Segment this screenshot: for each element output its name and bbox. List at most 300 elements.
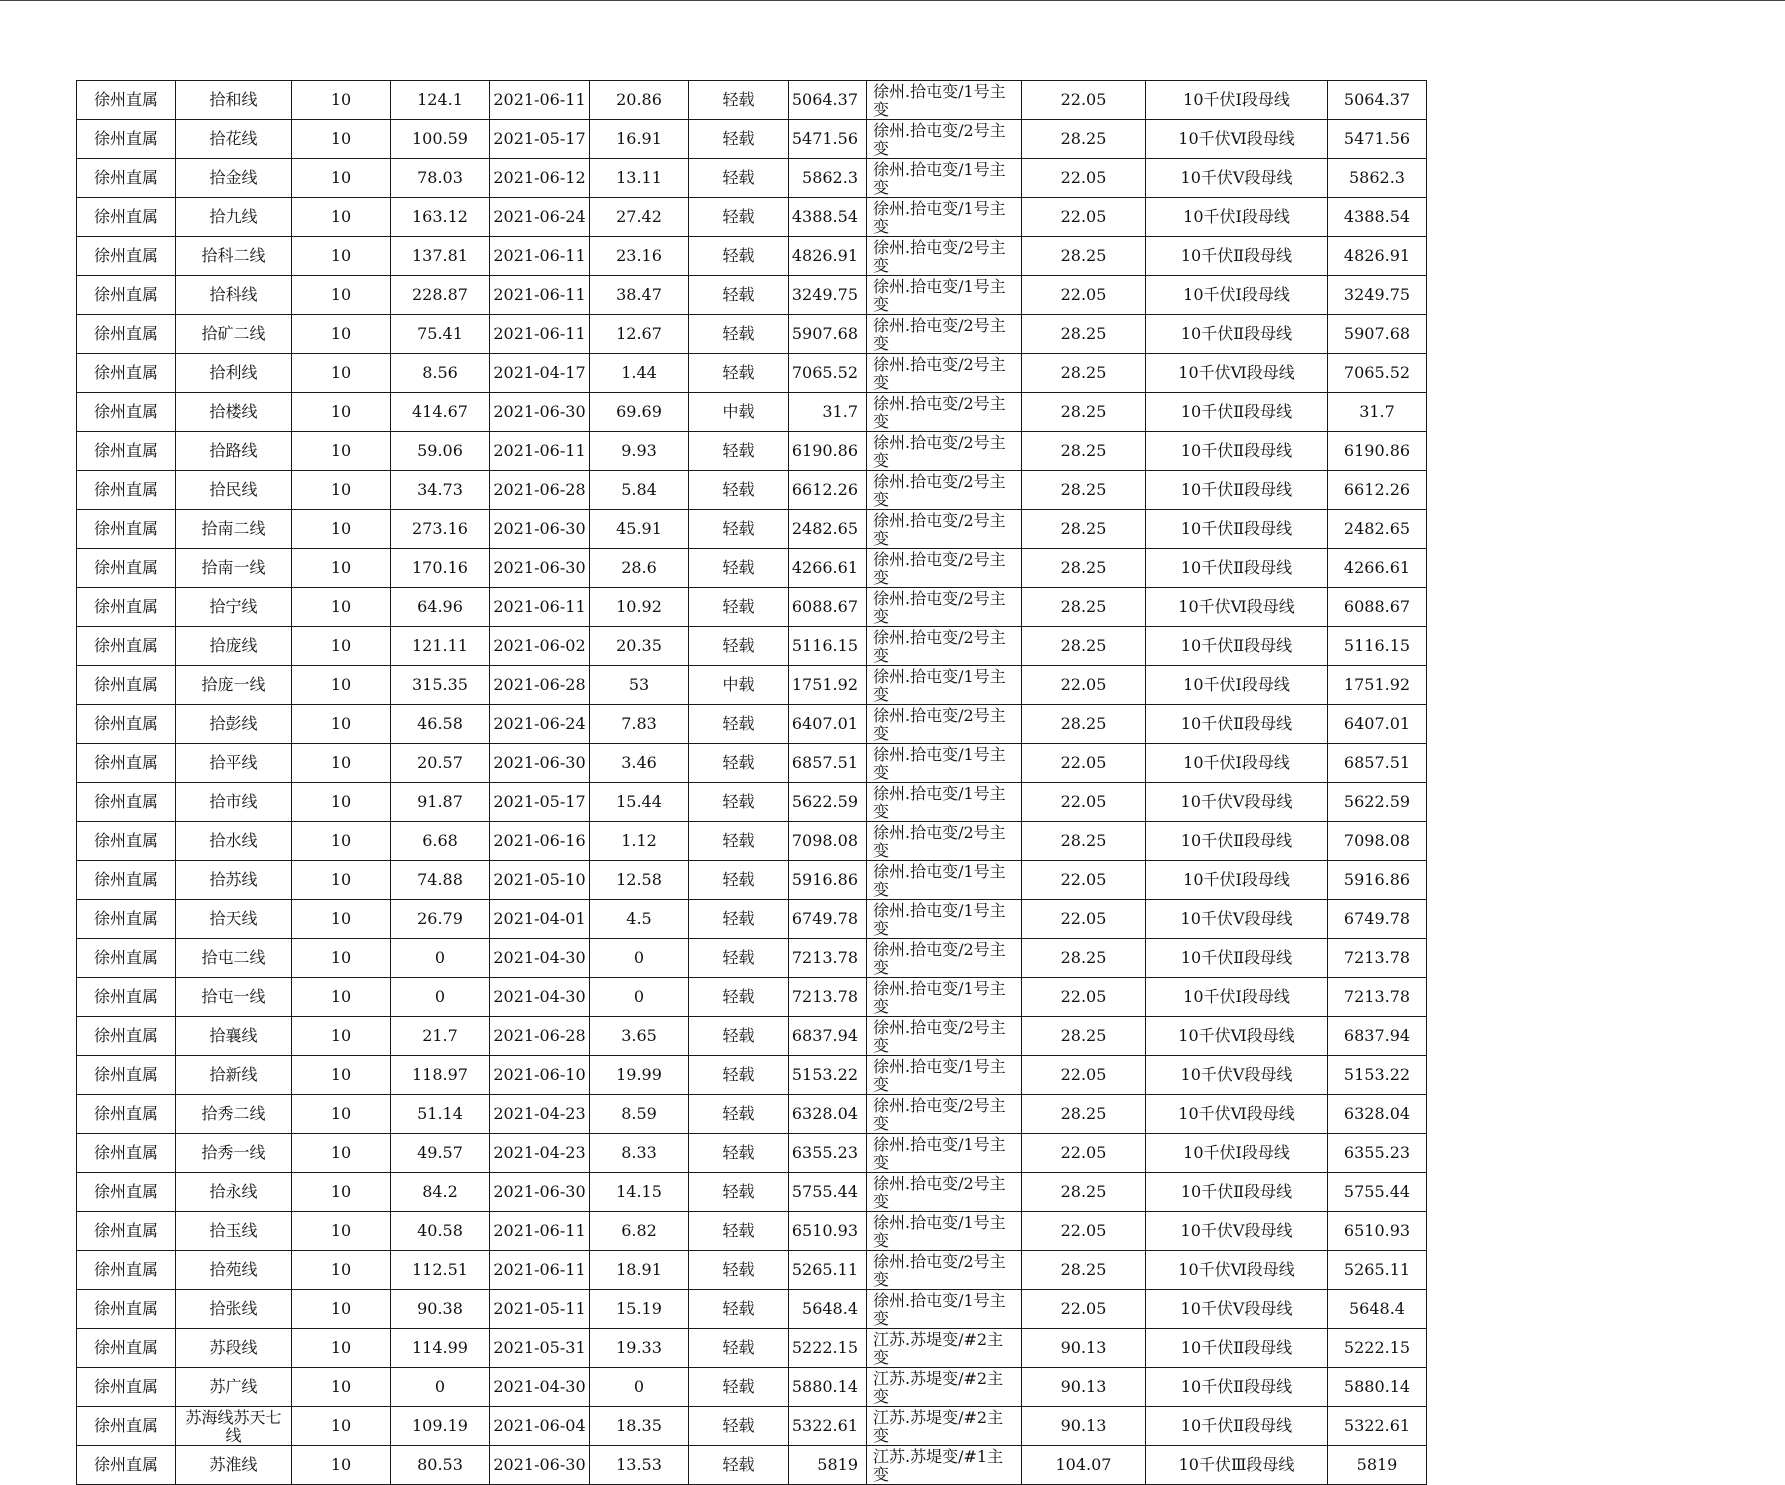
voltage-cell: 10 — [292, 120, 391, 159]
open-capacity-cell: 7213.78 — [789, 939, 867, 978]
load-rate-cell: 9.93 — [590, 432, 689, 471]
load-cell: 414.67 — [391, 393, 490, 432]
line-name-cell: 拾科二线 — [176, 237, 292, 276]
busbar-cell: 10千伏Ⅱ段母线 — [1146, 705, 1328, 744]
transformer-capacity-cell: 28.25 — [1022, 1251, 1146, 1290]
unit-cell: 徐州直属 — [77, 744, 176, 783]
voltage-cell: 10 — [292, 1017, 391, 1056]
voltage-cell: 10 — [292, 666, 391, 705]
substation-cell: 徐州.拾屯变/1号主变 — [867, 666, 1022, 705]
voltage-cell: 10 — [292, 315, 391, 354]
unit-cell: 徐州直属 — [77, 1095, 176, 1134]
open-capacity-cell: 4266.61 — [789, 549, 867, 588]
load-rate-cell: 14.15 — [590, 1173, 689, 1212]
open-capacity-cell: 2482.65 — [789, 510, 867, 549]
table-row — [77, 354, 1427, 393]
remaining-capacity-cell: 6407.01 — [1328, 705, 1427, 744]
open-capacity-cell: 5755.44 — [789, 1173, 867, 1212]
transformer-capacity-cell: 28.25 — [1022, 549, 1146, 588]
substation-cell: 徐州.拾屯变/1号主变 — [867, 900, 1022, 939]
load-cell: 109.19 — [391, 1407, 490, 1446]
table-row — [77, 432, 1427, 471]
voltage-cell: 10 — [292, 393, 391, 432]
line-name-cell: 拾秀二线 — [176, 1095, 292, 1134]
transformer-capacity-cell: 28.25 — [1022, 1173, 1146, 1212]
load-cell: 112.51 — [391, 1251, 490, 1290]
substation-cell: 徐州.拾屯变/2号主变 — [867, 432, 1022, 471]
date-cell: 2021-04-23 — [490, 1095, 590, 1134]
substation-cell: 徐州.拾屯变/2号主变 — [867, 822, 1022, 861]
feeder-capacity-table — [76, 80, 1427, 1485]
open-capacity-cell: 6190.86 — [789, 432, 867, 471]
remaining-capacity-cell: 5880.14 — [1328, 1368, 1427, 1407]
open-capacity-cell: 5862.3 — [789, 159, 867, 198]
unit-cell: 徐州直属 — [77, 900, 176, 939]
load-status-cell: 轻载 — [689, 549, 789, 588]
table-row — [77, 81, 1427, 120]
voltage-cell: 10 — [292, 471, 391, 510]
load-status-cell: 轻载 — [689, 744, 789, 783]
line-name-cell: 拾楼线 — [176, 393, 292, 432]
open-capacity-cell: 5819 — [789, 1446, 867, 1485]
transformer-capacity-cell: 22.05 — [1022, 276, 1146, 315]
load-cell: 100.59 — [391, 120, 490, 159]
table-row — [77, 1290, 1427, 1329]
voltage-cell: 10 — [292, 783, 391, 822]
table-row — [77, 939, 1427, 978]
busbar-cell: 10千伏Ⅱ段母线 — [1146, 1368, 1328, 1407]
busbar-cell: 10千伏Ⅰ段母线 — [1146, 198, 1328, 237]
remaining-capacity-cell: 6190.86 — [1328, 432, 1427, 471]
table-row — [77, 1368, 1427, 1407]
load-status-cell: 轻载 — [689, 1251, 789, 1290]
line-name-cell: 苏淮线 — [176, 1446, 292, 1485]
table-row — [77, 1407, 1427, 1446]
line-name-cell: 拾南一线 — [176, 549, 292, 588]
load-status-cell: 轻载 — [689, 159, 789, 198]
busbar-cell: 10千伏Ⅲ段母线 — [1146, 1446, 1328, 1485]
load-rate-cell: 12.58 — [590, 861, 689, 900]
line-name-cell: 拾秀一线 — [176, 1134, 292, 1173]
load-cell: 170.16 — [391, 549, 490, 588]
substation-cell: 江苏.苏堤变/#2主变 — [867, 1329, 1022, 1368]
load-cell: 91.87 — [391, 783, 490, 822]
load-rate-cell: 15.44 — [590, 783, 689, 822]
transformer-capacity-cell: 28.25 — [1022, 393, 1146, 432]
substation-cell: 徐州.拾屯变/1号主变 — [867, 1056, 1022, 1095]
line-name-cell: 拾玉线 — [176, 1212, 292, 1251]
line-name-cell: 拾花线 — [176, 120, 292, 159]
voltage-cell: 10 — [292, 588, 391, 627]
load-rate-cell: 1.12 — [590, 822, 689, 861]
unit-cell: 徐州直属 — [77, 1212, 176, 1251]
voltage-cell: 10 — [292, 159, 391, 198]
line-name-cell: 拾庞一线 — [176, 666, 292, 705]
load-cell: 124.1 — [391, 81, 490, 120]
voltage-cell: 10 — [292, 510, 391, 549]
voltage-cell: 10 — [292, 1056, 391, 1095]
load-status-cell: 轻载 — [689, 1134, 789, 1173]
unit-cell: 徐州直属 — [77, 237, 176, 276]
busbar-cell: 10千伏Ⅱ段母线 — [1146, 510, 1328, 549]
remaining-capacity-cell: 6510.93 — [1328, 1212, 1427, 1251]
transformer-capacity-cell: 104.07 — [1022, 1446, 1146, 1485]
load-status-cell: 轻载 — [689, 198, 789, 237]
transformer-capacity-cell: 28.25 — [1022, 939, 1146, 978]
voltage-cell: 10 — [292, 237, 391, 276]
table-row — [77, 315, 1427, 354]
substation-cell: 徐州.拾屯变/2号主变 — [867, 705, 1022, 744]
busbar-cell: 10千伏Ⅵ段母线 — [1146, 354, 1328, 393]
load-cell: 49.57 — [391, 1134, 490, 1173]
transformer-capacity-cell: 28.25 — [1022, 627, 1146, 666]
unit-cell: 徐州直属 — [77, 198, 176, 237]
load-cell: 228.87 — [391, 276, 490, 315]
load-rate-cell: 28.6 — [590, 549, 689, 588]
date-cell: 2021-05-31 — [490, 1329, 590, 1368]
load-status-cell: 中载 — [689, 393, 789, 432]
transformer-capacity-cell: 22.05 — [1022, 744, 1146, 783]
load-rate-cell: 5.84 — [590, 471, 689, 510]
unit-cell: 徐州直属 — [77, 432, 176, 471]
remaining-capacity-cell: 2482.65 — [1328, 510, 1427, 549]
remaining-capacity-cell: 7213.78 — [1328, 978, 1427, 1017]
load-cell: 75.41 — [391, 315, 490, 354]
transformer-capacity-cell: 22.05 — [1022, 159, 1146, 198]
busbar-cell: 10千伏Ⅵ段母线 — [1146, 1017, 1328, 1056]
load-rate-cell: 8.33 — [590, 1134, 689, 1173]
line-name-cell: 拾永线 — [176, 1173, 292, 1212]
substation-cell: 徐州.拾屯变/2号主变 — [867, 939, 1022, 978]
line-name-cell: 苏海线苏天七线 — [176, 1407, 292, 1446]
line-name-cell: 拾利线 — [176, 354, 292, 393]
load-rate-cell: 18.35 — [590, 1407, 689, 1446]
remaining-capacity-cell: 31.7 — [1328, 393, 1427, 432]
voltage-cell: 10 — [292, 900, 391, 939]
voltage-cell: 10 — [292, 432, 391, 471]
date-cell: 2021-06-11 — [490, 432, 590, 471]
remaining-capacity-cell: 5862.3 — [1328, 159, 1427, 198]
load-rate-cell: 53 — [590, 666, 689, 705]
unit-cell: 徐州直属 — [77, 861, 176, 900]
line-name-cell: 拾宁线 — [176, 588, 292, 627]
open-capacity-cell: 5622.59 — [789, 783, 867, 822]
unit-cell: 徐州直属 — [77, 1329, 176, 1368]
table-row — [77, 900, 1427, 939]
table-row — [77, 198, 1427, 237]
open-capacity-cell: 6510.93 — [789, 1212, 867, 1251]
busbar-cell: 10千伏Ⅰ段母线 — [1146, 276, 1328, 315]
date-cell: 2021-06-30 — [490, 393, 590, 432]
busbar-cell: 10千伏Ⅱ段母线 — [1146, 471, 1328, 510]
line-name-cell: 拾平线 — [176, 744, 292, 783]
remaining-capacity-cell: 4266.61 — [1328, 549, 1427, 588]
date-cell: 2021-04-30 — [490, 939, 590, 978]
line-name-cell: 拾和线 — [176, 81, 292, 120]
load-status-cell: 轻载 — [689, 861, 789, 900]
line-name-cell: 拾矿二线 — [176, 315, 292, 354]
unit-cell: 徐州直属 — [77, 471, 176, 510]
busbar-cell: 10千伏Ⅱ段母线 — [1146, 1407, 1328, 1446]
load-cell: 64.96 — [391, 588, 490, 627]
transformer-capacity-cell: 28.25 — [1022, 1017, 1146, 1056]
load-status-cell: 轻载 — [689, 822, 789, 861]
load-rate-cell: 69.69 — [590, 393, 689, 432]
open-capacity-cell: 6857.51 — [789, 744, 867, 783]
line-name-cell: 拾屯一线 — [176, 978, 292, 1017]
load-cell: 121.11 — [391, 627, 490, 666]
voltage-cell: 10 — [292, 1251, 391, 1290]
date-cell: 2021-06-11 — [490, 276, 590, 315]
open-capacity-cell: 5648.4 — [789, 1290, 867, 1329]
table-row — [77, 1017, 1427, 1056]
date-cell: 2021-06-02 — [490, 627, 590, 666]
load-status-cell: 轻载 — [689, 783, 789, 822]
line-name-cell: 拾襄线 — [176, 1017, 292, 1056]
line-name-cell: 拾金线 — [176, 159, 292, 198]
voltage-cell: 10 — [292, 1368, 391, 1407]
unit-cell: 徐州直属 — [77, 627, 176, 666]
load-rate-cell: 7.83 — [590, 705, 689, 744]
busbar-cell: 10千伏Ⅱ段母线 — [1146, 315, 1328, 354]
load-status-cell: 轻载 — [689, 978, 789, 1017]
date-cell: 2021-04-30 — [490, 978, 590, 1017]
load-cell: 84.2 — [391, 1173, 490, 1212]
table-row — [77, 588, 1427, 627]
load-cell: 80.53 — [391, 1446, 490, 1485]
load-status-cell: 轻载 — [689, 939, 789, 978]
unit-cell: 徐州直属 — [77, 1368, 176, 1407]
table-row — [77, 471, 1427, 510]
load-status-cell: 轻载 — [689, 315, 789, 354]
open-capacity-cell: 6612.26 — [789, 471, 867, 510]
open-capacity-cell: 1751.92 — [789, 666, 867, 705]
table-row — [77, 1095, 1427, 1134]
line-name-cell: 拾新线 — [176, 1056, 292, 1095]
load-cell: 26.79 — [391, 900, 490, 939]
page-top-rule — [0, 0, 1785, 1]
date-cell: 2021-06-30 — [490, 1446, 590, 1485]
load-cell: 78.03 — [391, 159, 490, 198]
unit-cell: 徐州直属 — [77, 1017, 176, 1056]
busbar-cell: 10千伏Ⅵ段母线 — [1146, 120, 1328, 159]
busbar-cell: 10千伏Ⅱ段母线 — [1146, 1329, 1328, 1368]
open-capacity-cell: 5265.11 — [789, 1251, 867, 1290]
substation-cell: 徐州.拾屯变/1号主变 — [867, 198, 1022, 237]
load-rate-cell: 18.91 — [590, 1251, 689, 1290]
transformer-capacity-cell: 22.05 — [1022, 1212, 1146, 1251]
voltage-cell: 10 — [292, 1407, 391, 1446]
date-cell: 2021-05-11 — [490, 1290, 590, 1329]
remaining-capacity-cell: 6749.78 — [1328, 900, 1427, 939]
unit-cell: 徐州直属 — [77, 822, 176, 861]
remaining-capacity-cell: 1751.92 — [1328, 666, 1427, 705]
substation-cell: 徐州.拾屯变/1号主变 — [867, 744, 1022, 783]
remaining-capacity-cell: 5648.4 — [1328, 1290, 1427, 1329]
load-cell: 118.97 — [391, 1056, 490, 1095]
transformer-capacity-cell: 22.05 — [1022, 1290, 1146, 1329]
busbar-cell: 10千伏Ⅴ段母线 — [1146, 783, 1328, 822]
load-cell: 40.58 — [391, 1212, 490, 1251]
voltage-cell: 10 — [292, 744, 391, 783]
busbar-cell: 10千伏Ⅴ段母线 — [1146, 1056, 1328, 1095]
table-row — [77, 1056, 1427, 1095]
voltage-cell: 10 — [292, 1173, 391, 1212]
voltage-cell: 10 — [292, 705, 391, 744]
load-status-cell: 中载 — [689, 666, 789, 705]
unit-cell: 徐州直属 — [77, 1251, 176, 1290]
date-cell: 2021-06-30 — [490, 744, 590, 783]
unit-cell: 徐州直属 — [77, 588, 176, 627]
open-capacity-cell: 6088.67 — [789, 588, 867, 627]
transformer-capacity-cell: 22.05 — [1022, 783, 1146, 822]
table-row — [77, 822, 1427, 861]
unit-cell: 徐州直属 — [77, 783, 176, 822]
open-capacity-cell: 5116.15 — [789, 627, 867, 666]
load-rate-cell: 3.46 — [590, 744, 689, 783]
table-row — [77, 783, 1427, 822]
unit-cell: 徐州直属 — [77, 939, 176, 978]
busbar-cell: 10千伏Ⅰ段母线 — [1146, 666, 1328, 705]
open-capacity-cell: 5322.61 — [789, 1407, 867, 1446]
load-rate-cell: 13.11 — [590, 159, 689, 198]
load-cell: 114.99 — [391, 1329, 490, 1368]
load-rate-cell: 0 — [590, 1368, 689, 1407]
remaining-capacity-cell: 3249.75 — [1328, 276, 1427, 315]
busbar-cell: 10千伏Ⅱ段母线 — [1146, 549, 1328, 588]
load-rate-cell: 20.86 — [590, 81, 689, 120]
table-body — [77, 81, 1427, 1485]
date-cell: 2021-06-11 — [490, 1212, 590, 1251]
substation-cell: 徐州.拾屯变/2号主变 — [867, 393, 1022, 432]
busbar-cell: 10千伏Ⅰ段母线 — [1146, 861, 1328, 900]
line-name-cell: 拾苏线 — [176, 861, 292, 900]
substation-cell: 徐州.拾屯变/2号主变 — [867, 1017, 1022, 1056]
load-cell: 20.57 — [391, 744, 490, 783]
open-capacity-cell: 5471.56 — [789, 120, 867, 159]
unit-cell: 徐州直属 — [77, 315, 176, 354]
date-cell: 2021-06-30 — [490, 549, 590, 588]
load-status-cell: 轻载 — [689, 432, 789, 471]
open-capacity-cell: 4826.91 — [789, 237, 867, 276]
load-status-cell: 轻载 — [689, 588, 789, 627]
remaining-capacity-cell: 5064.37 — [1328, 81, 1427, 120]
busbar-cell: 10千伏Ⅱ段母线 — [1146, 822, 1328, 861]
table-row — [77, 510, 1427, 549]
transformer-capacity-cell: 28.25 — [1022, 588, 1146, 627]
table-row — [77, 1134, 1427, 1173]
transformer-capacity-cell: 90.13 — [1022, 1407, 1146, 1446]
date-cell: 2021-04-01 — [490, 900, 590, 939]
load-rate-cell: 13.53 — [590, 1446, 689, 1485]
load-cell: 315.35 — [391, 666, 490, 705]
busbar-cell: 10千伏Ⅱ段母线 — [1146, 939, 1328, 978]
open-capacity-cell: 5222.15 — [789, 1329, 867, 1368]
voltage-cell: 10 — [292, 1095, 391, 1134]
line-name-cell: 拾彭线 — [176, 705, 292, 744]
date-cell: 2021-06-10 — [490, 1056, 590, 1095]
date-cell: 2021-06-11 — [490, 81, 590, 120]
transformer-capacity-cell: 90.13 — [1022, 1368, 1146, 1407]
open-capacity-cell: 6837.94 — [789, 1017, 867, 1056]
busbar-cell: 10千伏Ⅵ段母线 — [1146, 1251, 1328, 1290]
line-name-cell: 拾庞线 — [176, 627, 292, 666]
substation-cell: 徐州.拾屯变/1号主变 — [867, 276, 1022, 315]
voltage-cell: 10 — [292, 81, 391, 120]
unit-cell: 徐州直属 — [77, 354, 176, 393]
substation-cell: 江苏.苏堤变/#2主变 — [867, 1407, 1022, 1446]
transformer-capacity-cell: 28.25 — [1022, 354, 1146, 393]
load-cell: 137.81 — [391, 237, 490, 276]
date-cell: 2021-06-30 — [490, 1173, 590, 1212]
load-status-cell: 轻载 — [689, 705, 789, 744]
voltage-cell: 10 — [292, 1134, 391, 1173]
open-capacity-cell: 7213.78 — [789, 978, 867, 1017]
date-cell: 2021-04-30 — [490, 1368, 590, 1407]
substation-cell: 徐州.拾屯变/1号主变 — [867, 1134, 1022, 1173]
line-name-cell: 拾南二线 — [176, 510, 292, 549]
load-status-cell: 轻载 — [689, 1056, 789, 1095]
load-status-cell: 轻载 — [689, 276, 789, 315]
load-cell: 0 — [391, 1368, 490, 1407]
load-cell: 59.06 — [391, 432, 490, 471]
substation-cell: 徐州.拾屯变/2号主变 — [867, 354, 1022, 393]
date-cell: 2021-06-11 — [490, 1251, 590, 1290]
substation-cell: 徐州.拾屯变/2号主变 — [867, 627, 1022, 666]
substation-cell: 徐州.拾屯变/1号主变 — [867, 783, 1022, 822]
load-cell: 46.58 — [391, 705, 490, 744]
unit-cell: 徐州直属 — [77, 1134, 176, 1173]
busbar-cell: 10千伏Ⅱ段母线 — [1146, 627, 1328, 666]
remaining-capacity-cell: 7213.78 — [1328, 939, 1427, 978]
table-row — [77, 744, 1427, 783]
unit-cell: 徐州直属 — [77, 159, 176, 198]
transformer-capacity-cell: 22.05 — [1022, 198, 1146, 237]
table-row — [77, 237, 1427, 276]
remaining-capacity-cell: 5916.86 — [1328, 861, 1427, 900]
unit-cell: 徐州直属 — [77, 120, 176, 159]
load-status-cell: 轻载 — [689, 1212, 789, 1251]
transformer-capacity-cell: 28.25 — [1022, 705, 1146, 744]
open-capacity-cell: 5880.14 — [789, 1368, 867, 1407]
date-cell: 2021-05-17 — [490, 120, 590, 159]
load-cell: 34.73 — [391, 471, 490, 510]
substation-cell: 徐州.拾屯变/1号主变 — [867, 1290, 1022, 1329]
substation-cell: 徐州.拾屯变/2号主变 — [867, 510, 1022, 549]
date-cell: 2021-06-04 — [490, 1407, 590, 1446]
load-rate-cell: 0 — [590, 978, 689, 1017]
transformer-capacity-cell: 28.25 — [1022, 822, 1146, 861]
busbar-cell: 10千伏Ⅰ段母线 — [1146, 978, 1328, 1017]
line-name-cell: 苏段线 — [176, 1329, 292, 1368]
table-row — [77, 393, 1427, 432]
transformer-capacity-cell: 28.25 — [1022, 432, 1146, 471]
voltage-cell: 10 — [292, 1290, 391, 1329]
open-capacity-cell: 3249.75 — [789, 276, 867, 315]
busbar-cell: 10千伏Ⅴ段母线 — [1146, 159, 1328, 198]
load-rate-cell: 19.99 — [590, 1056, 689, 1095]
line-name-cell: 拾路线 — [176, 432, 292, 471]
date-cell: 2021-06-11 — [490, 237, 590, 276]
load-rate-cell: 1.44 — [590, 354, 689, 393]
table-row — [77, 1212, 1427, 1251]
transformer-capacity-cell: 22.05 — [1022, 1056, 1146, 1095]
transformer-capacity-cell: 28.25 — [1022, 471, 1146, 510]
transformer-capacity-cell: 28.25 — [1022, 1095, 1146, 1134]
transformer-capacity-cell: 22.05 — [1022, 861, 1146, 900]
busbar-cell: 10千伏Ⅵ段母线 — [1146, 588, 1328, 627]
line-name-cell: 苏广线 — [176, 1368, 292, 1407]
